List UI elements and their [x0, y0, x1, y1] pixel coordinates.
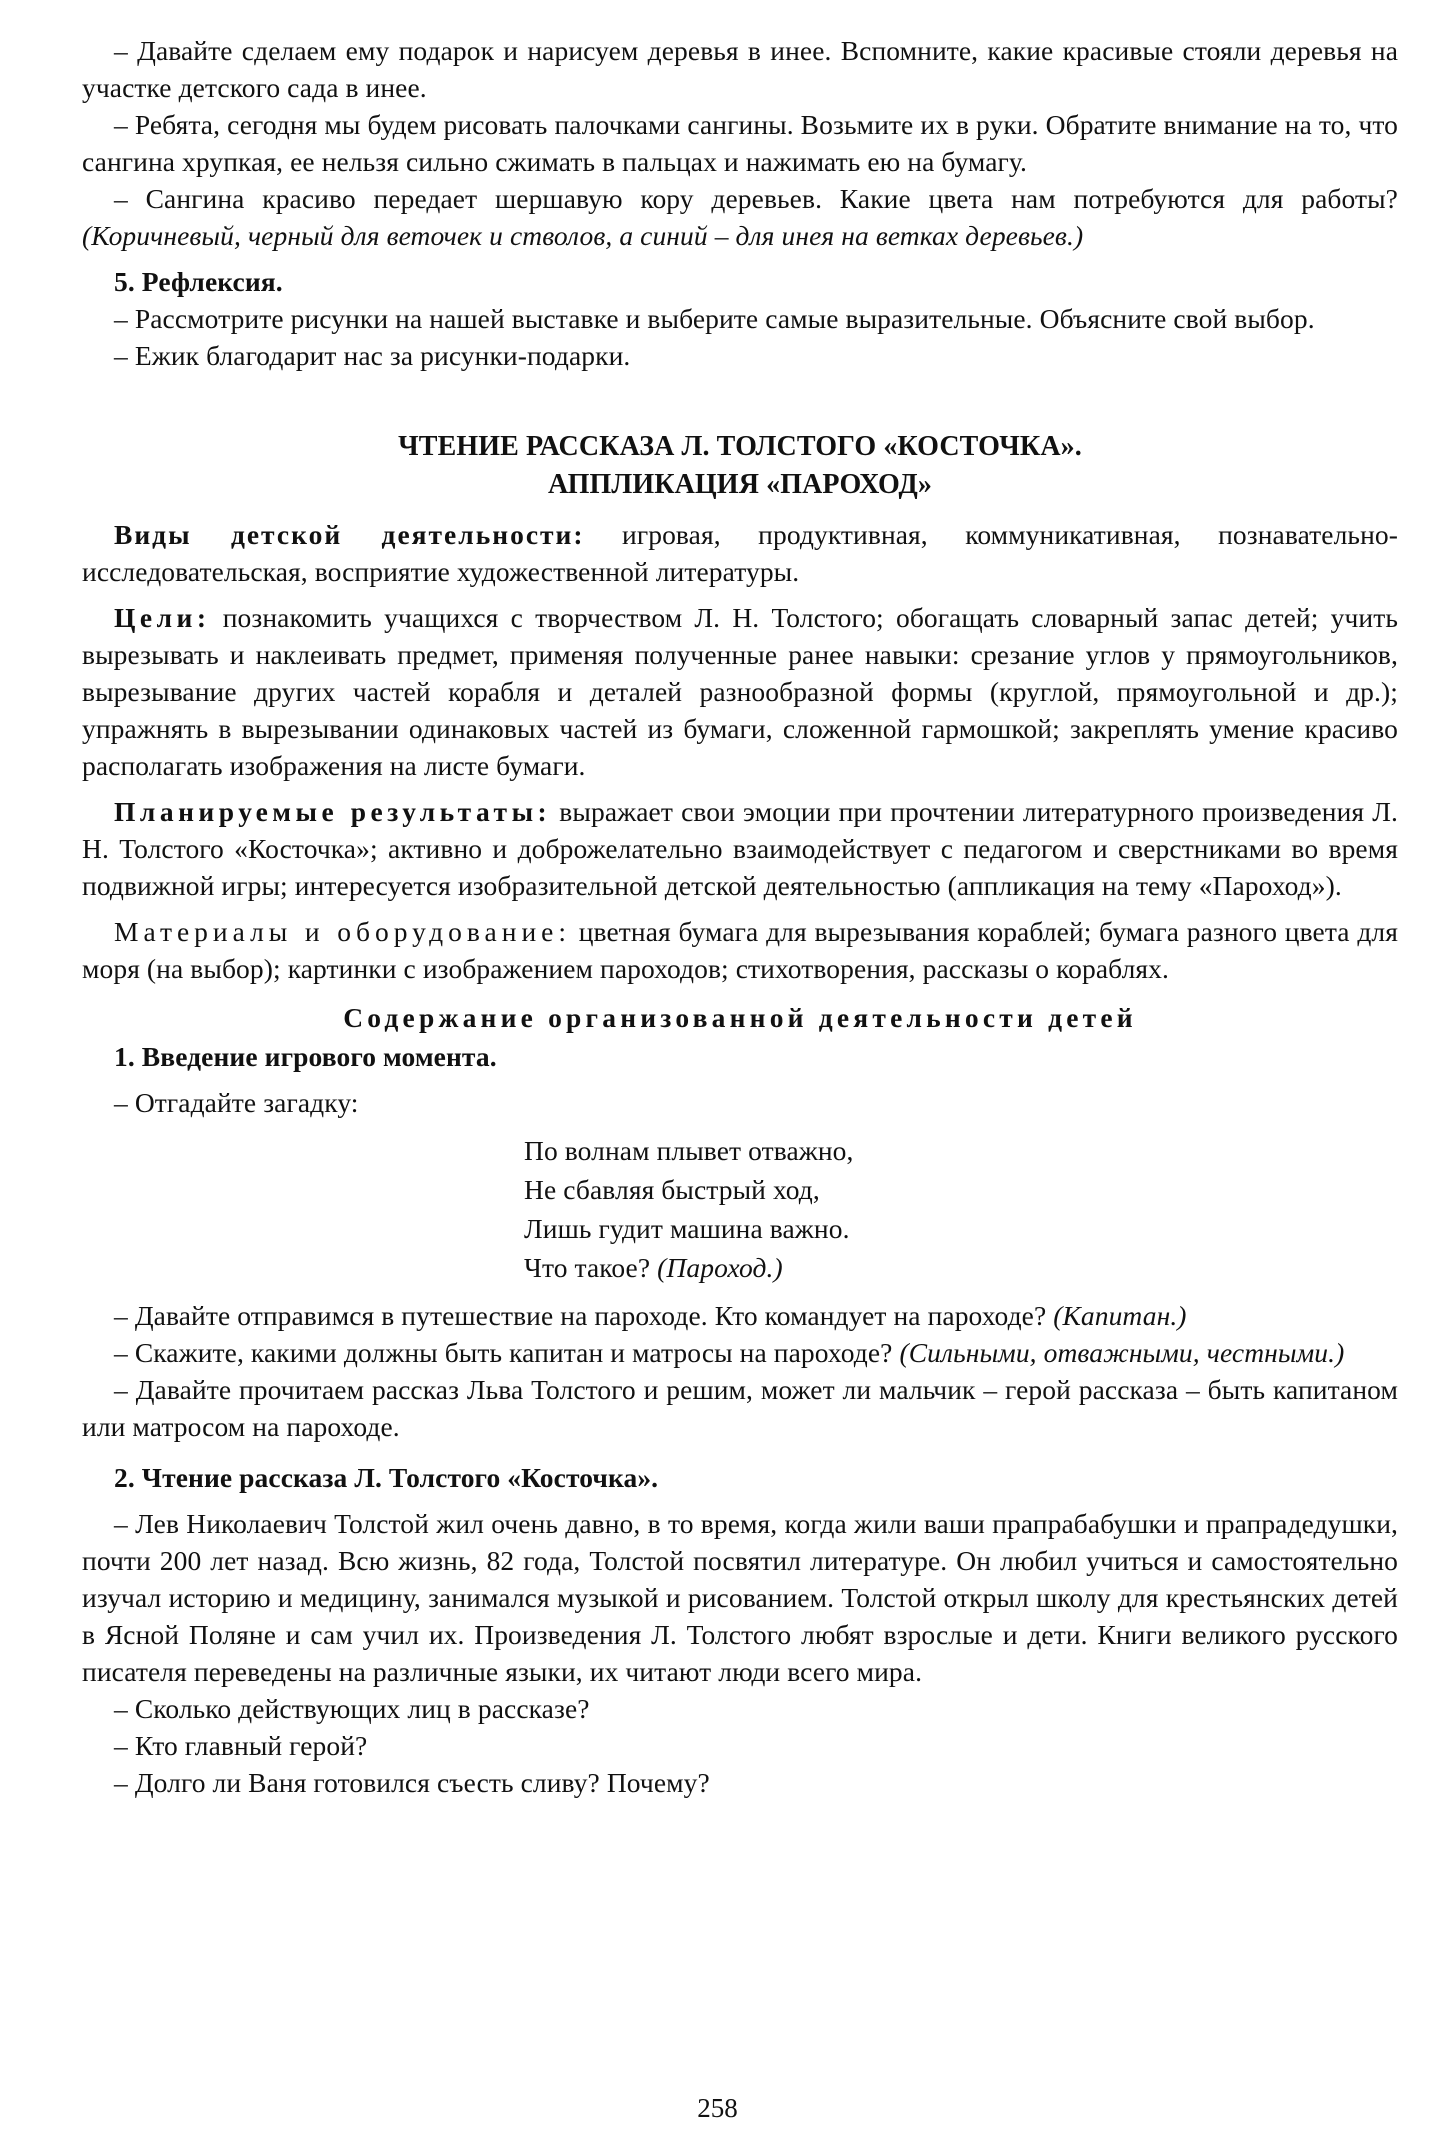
activities-text: игровая, продуктивная, коммуникативная, познавательно-исследовательская, восприятие художественной литературы.	[82, 519, 1398, 587]
question-1: – Сколько действующих лиц в рассказе?	[114, 1693, 590, 1724]
dialogue-2	[82, 1334, 1398, 1371]
goals-text: познакомить учащихся с творчеством Л. Н. Толстого; обогащать словарный запас детей; учить вырезывать и наклеивать предмет, применяя полученные ранее навыки: срезание углов у прямоугольников, вырезывание других частей корабля и деталей разнообразной формы (круглой, прямоугольной и др.); упражнять в вырезывании одинаковых частей из бумаги, сложенной гармошкой; закреплять умение красиво располагать изображения на листе бумаги.	[82, 602, 1398, 781]
lesson-title-line-2: АППЛИКАЦИЯ «ПАРОХОД»	[547, 469, 932, 500]
goals-paragraph	[82, 599, 1398, 784]
lesson-title	[82, 428, 1398, 504]
reflection-heading: 5. Рефлексия.	[114, 266, 283, 297]
riddle-poem	[82, 1131, 1398, 1287]
results-paragraph	[82, 793, 1398, 904]
dialogue-1	[82, 1297, 1398, 1334]
materials-label: Материалы и оборудование:	[114, 916, 572, 947]
paragraph-gift: – Давайте сделаем ему подарок и нарисуем деревья в инее. Вспомните, какие красивые стояли деревья на участке детского сада в инее.	[82, 35, 1398, 103]
question-3: – Долго ли Ваня готовился съесть сливу? Почему?	[114, 1767, 710, 1798]
colors-answer: (Коричневый, черный для веточек и стволов, а синий – для инея на ветках деревьев.)	[82, 220, 1084, 251]
tolstoy-bio: – Лев Николаевич Толстой жил очень давно, в то время, когда жили ваши прапрабабушки и прапрадедушки, почти 200 лет назад. Всю жизнь, 82 года, Толстой посвятил литературе. Он любил учиться и самостоятельно изучал историю и медицину, занимался музыкой и рисованием. Толстой открыл школу для крестьянских детей в Ясной Поляне и сам учил их. Произведения Л. Толстого любят взрослые и дети. Книги великого русского писателя переведены на различные языки, их читают люди всего мира.	[82, 1508, 1398, 1687]
poem-line-1: По волнам плывет отважно,	[524, 1135, 854, 1166]
goals-label: Цели:	[114, 602, 211, 633]
paragraph-colors	[82, 180, 1398, 254]
results-label: Планируемые результаты:	[114, 796, 552, 827]
step1-heading: 1. Введение игрового момента.	[114, 1041, 497, 1072]
materials-paragraph	[82, 913, 1398, 987]
question-2: – Кто главный герой?	[114, 1730, 368, 1761]
riddle-intro: – Отгадайте загадку:	[114, 1087, 359, 1118]
activities-paragraph	[82, 516, 1398, 590]
poem-line-4	[524, 1248, 1398, 1287]
materials-text: цветная бумага для вырезывания кораблей; бумага разного цвета для моря (на выбор); картинки с изображением пароходов; стихотворения, рассказы о кораблях.	[82, 916, 1399, 984]
dialogue-2-answer: (Сильными, отважными, честными.)	[899, 1337, 1345, 1368]
step2-heading: 2. Чтение рассказа Л. Толстого «Косточка».	[114, 1462, 659, 1493]
reflection-line-2: – Ежик благодарит нас за рисунки-подарки.	[114, 340, 631, 371]
reflection-line-1: – Рассмотрите рисунки на нашей выставке и выберите самые выразительные. Объясните свой выбор.	[114, 303, 1315, 334]
lesson-title-line-1: ЧТЕНИЕ РАССКАЗА Л. ТОЛСТОГО «КОСТОЧКА».	[398, 431, 1082, 462]
document-page	[82, 32, 1398, 1801]
dialogue-3: – Давайте прочитаем рассказ Льва Толстого и решим, может ли мальчик – герой рассказа – быть капитаном или матросом на пароходе.	[82, 1374, 1398, 1442]
dialogue-2-text: – Скажите, какими должны быть капитан и матросы на пароходе?	[114, 1337, 900, 1368]
poem-line-2: Не сбавляя быстрый ход,	[524, 1174, 820, 1205]
page-number: 258	[697, 2093, 738, 2123]
poem-answer: (Пароход.)	[657, 1252, 783, 1283]
colors-question: – Сангина красиво передает шершавую кору деревьев. Какие цвета нам потребуются для работы?	[114, 183, 1398, 214]
results-text: выражает свои эмоции при прочтении литературного произведения Л. Н. Толстого «Косточка»; активно и доброжелательно взаимодействует с педагогом и сверстниками во время подвижной игры; интересуется изобразительной детской деятельностью (аппликация на тему «Пароход»).	[82, 796, 1398, 901]
poem-question: Что такое?	[524, 1252, 658, 1283]
poem-line-3: Лишь гудит машина важно.	[524, 1213, 850, 1244]
paragraph-sanguine-sticks: – Ребята, сегодня мы будем рисовать палочками сангины. Возьмите их в руки. Обратите внимание на то, что сангина хрупкая, ее нельзя сильно сжимать в пальцах и нажимать ею на бумагу.	[82, 109, 1398, 177]
dialogue-1-text: – Давайте отправимся в путешествие на пароходе. Кто командует на пароходе?	[114, 1300, 1054, 1331]
dialogue-1-answer: (Капитан.)	[1053, 1300, 1187, 1331]
activities-label: Виды детской деятельности:	[114, 519, 585, 550]
content-heading: Содержание организованной деятельности детей	[343, 1002, 1137, 1033]
